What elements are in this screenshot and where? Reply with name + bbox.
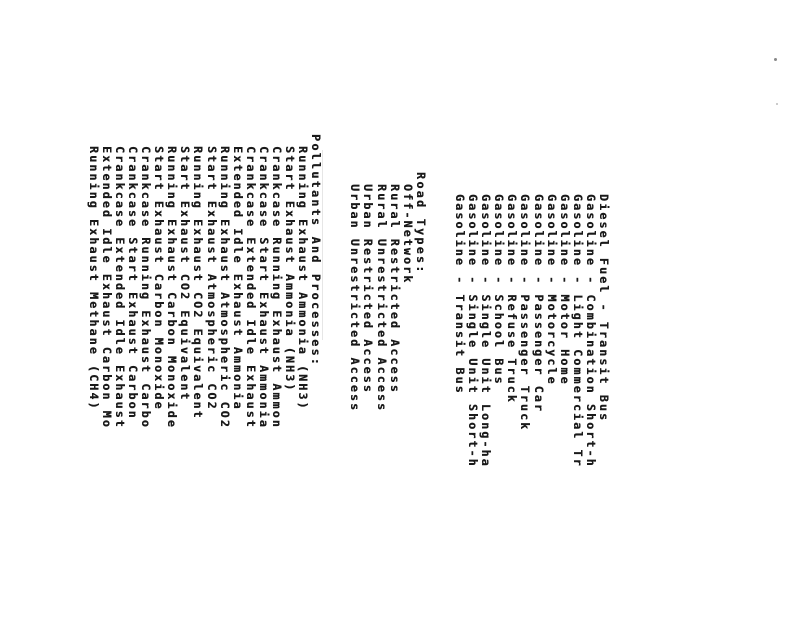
scan-speck (776, 103, 778, 105)
pollutant-line: Start Exhaust CO2 Equivalent (178, 146, 193, 402)
pollutant-line: Running Exhaust Carbon Monoxide (165, 146, 180, 429)
road-type-line: Rural Unrestricted Access (374, 184, 389, 413)
spacer (427, 194, 453, 618)
pollutant-line: Extended Idle Exhaust Ammonia (230, 146, 245, 411)
pollutant-line: Crankcase Running Exhaust Ammon (270, 146, 285, 429)
pollutant-line: Running Exhaust Methane (CH4) (86, 146, 101, 411)
pollutant-line: Running Exhaust Atmospheric CO2 (217, 146, 232, 429)
pollutant-line: Start Exhaust Atmospheric CO2 (204, 146, 219, 411)
fuel-type-line: Gasoline - Single Unit Short-h (466, 194, 481, 468)
fuel-type-line: Gasoline - Motor Home (557, 194, 572, 386)
pollutant-line: Running Exhaust Ammonia (NH3) (296, 146, 311, 411)
pollutant-line: Crankcase Running Exhaust Carbo (139, 146, 154, 429)
road-type-line: Rural Restricted Access (387, 184, 402, 394)
pollutant-line: Crankcase Extended Idle Exhaust (243, 146, 258, 429)
fuel-type-line: Gasoline - Light Commercial Tr (570, 194, 585, 468)
pollutant-line: Crankcase Extended Idle Exhaust (112, 146, 127, 429)
pollutants-heading: Pollutants And Processes: (309, 134, 324, 368)
pollutant-line: Start Exhaust Carbon Monoxide (152, 146, 167, 411)
pollutant-line: Extended Idle Exhaust Carbon Mo (99, 146, 114, 429)
road-types-heading: Road Types: (413, 172, 428, 275)
pollutant-line: Crankcase Start Exhaust Carbon (126, 146, 140, 420)
scan-speck (774, 58, 777, 61)
fuel-type-line: Gasoline - Combination Short-h (583, 194, 598, 468)
rotated-text-block (86, 134, 611, 618)
fuel-type-line: Gasoline - Motorcycle (544, 194, 559, 386)
fuel-type-line: Gasoline - Passenger Truck (518, 194, 533, 432)
road-type-line: Off-Network (400, 184, 415, 285)
road-type-line: Urban Unrestricted Access (348, 184, 363, 413)
fuel-type-line: Gasoline - Single Unit Long-ha (479, 194, 494, 468)
spacer (322, 194, 348, 618)
fuel-type-line: Gasoline - School Bus (492, 194, 507, 386)
pollutant-line: Running Exhaust CO2 Equivalent (191, 146, 206, 420)
fuel-type-line: Diesel Fuel - Transit Bus (597, 194, 611, 423)
road-type-line: Urban Restricted Access (361, 184, 376, 394)
fuel-type-line: Gasoline - Refuse Truck (505, 194, 520, 404)
pollutant-line: Start Exhaust Ammonia (NH3) (283, 146, 298, 393)
fuel-type-line: Gasoline - Passenger Car (531, 194, 546, 413)
fuel-type-line: Gasoline - Transit Bus (452, 194, 467, 395)
pollutant-line: Crankcase Start Exhaust Ammonia (256, 146, 271, 429)
